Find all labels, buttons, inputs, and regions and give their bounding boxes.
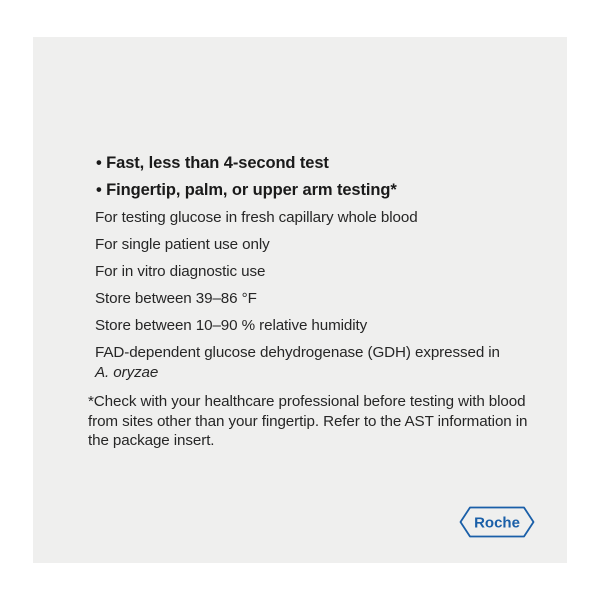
feature-bullet-fast-test: • Fast, less than 4-second test <box>96 154 329 172</box>
product-info-content <box>33 37 567 563</box>
feature-bullet-testing-sites: • Fingertip, palm, or upper arm testing* <box>96 181 397 199</box>
usage-line-in-vitro: For in vitro diagnostic use <box>95 263 266 280</box>
roche-logo <box>459 506 535 538</box>
product-info-panel <box>33 37 567 563</box>
roche-logo-text: Roche <box>474 514 520 532</box>
enzyme-organism <box>95 364 158 381</box>
enzyme-line: FAD-dependent glucose dehydrogenase (GDH) expressed in <box>95 344 500 361</box>
usage-line-capillary-blood: For testing glucose in fresh capillary whole blood <box>95 209 418 226</box>
enzyme-organism-name: A. oryzae <box>95 364 159 381</box>
usage-line-single-patient: For single patient use only <box>95 236 270 253</box>
storage-line-temperature: Store between 39–86 °F <box>95 290 257 307</box>
storage-line-humidity: Store between 10–90 % relative humidity <box>95 317 368 334</box>
footnote: *Check with your healthcare professional before testing with blood from sites other than your fingertip. Refer to the AST information in the package insert. <box>88 393 528 449</box>
